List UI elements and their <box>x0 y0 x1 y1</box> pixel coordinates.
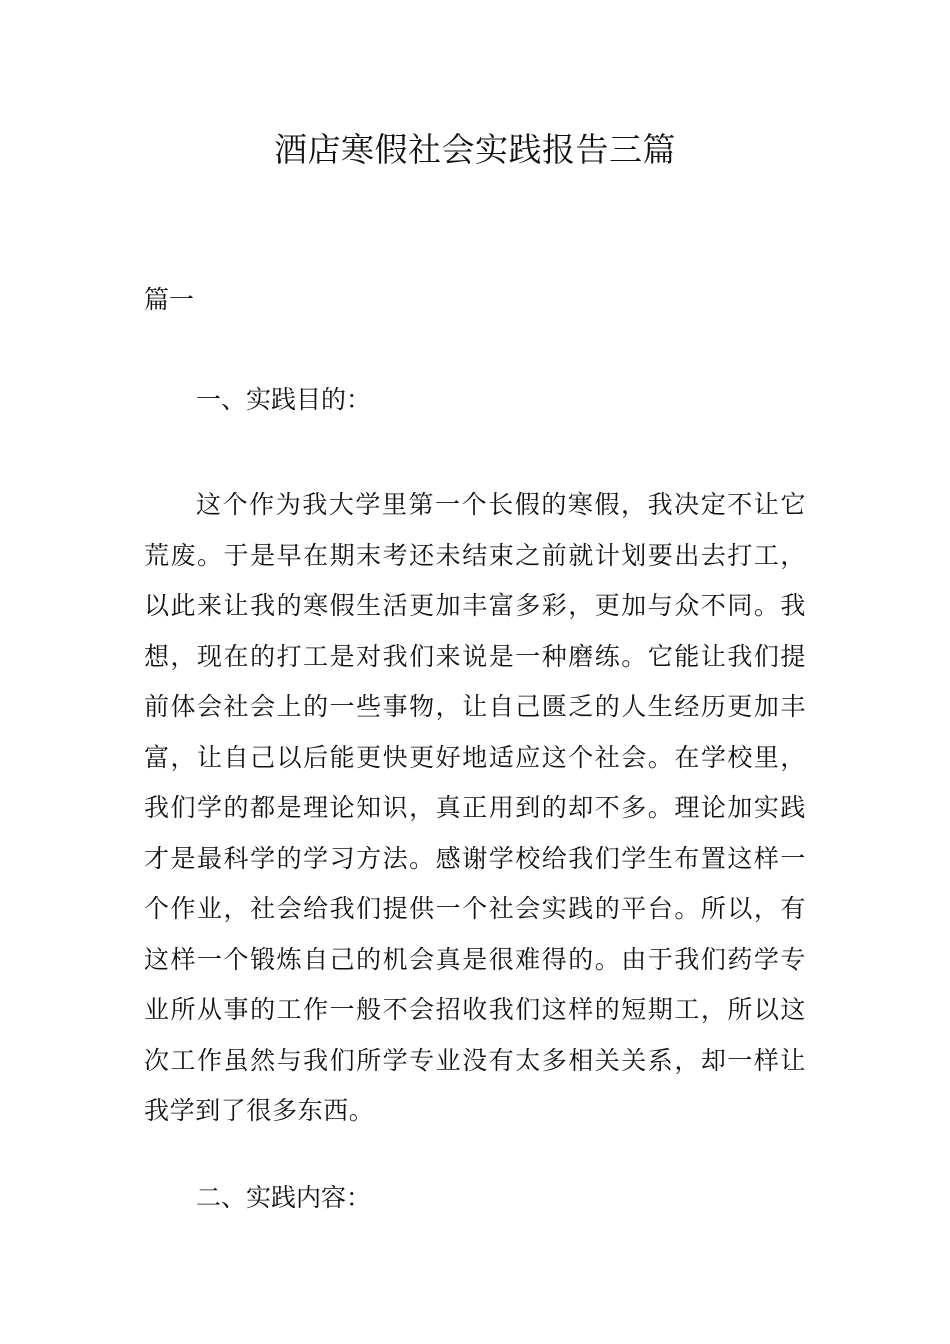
document-title: 酒店寒假社会实践报告三篇 <box>274 130 676 169</box>
section-heading-content: 二、实践内容： <box>196 1183 372 1212</box>
section-heading-purpose: 一、实践目的： <box>196 385 372 414</box>
part-label: 篇一 <box>144 285 195 314</box>
section-paragraph-purpose: 这个作为我大学里第一个长假的寒假，我决定不让它荒废。于是早在期末考还未结束之前就计划要出去打工，以此来让我的寒假生活更加丰富多彩，更加与众不同。我想，现在的打工是对我们来说是一种磨练。它能让我们提前体会社会上的一些事物，让自己匮乏的人生经历更加丰富，让自己以后能更快更好地适应这个社会。在学校里，我们学的都是理论知识，真正用到的却不多。理论加实践才是最科学的学习方法。感谢学校给我们学生布置这样一个作业，社会给我们提供一个社会实践的平台。所以，有这样一个锻炼自己的机会真是很难得的。由于我们药学专业所从事的工作一般不会招收我们这样的短期工，所以这次工作虽然与我们所学专业没有太多相关关系，却一样让我学到了很多东西。 <box>144 490 806 1125</box>
